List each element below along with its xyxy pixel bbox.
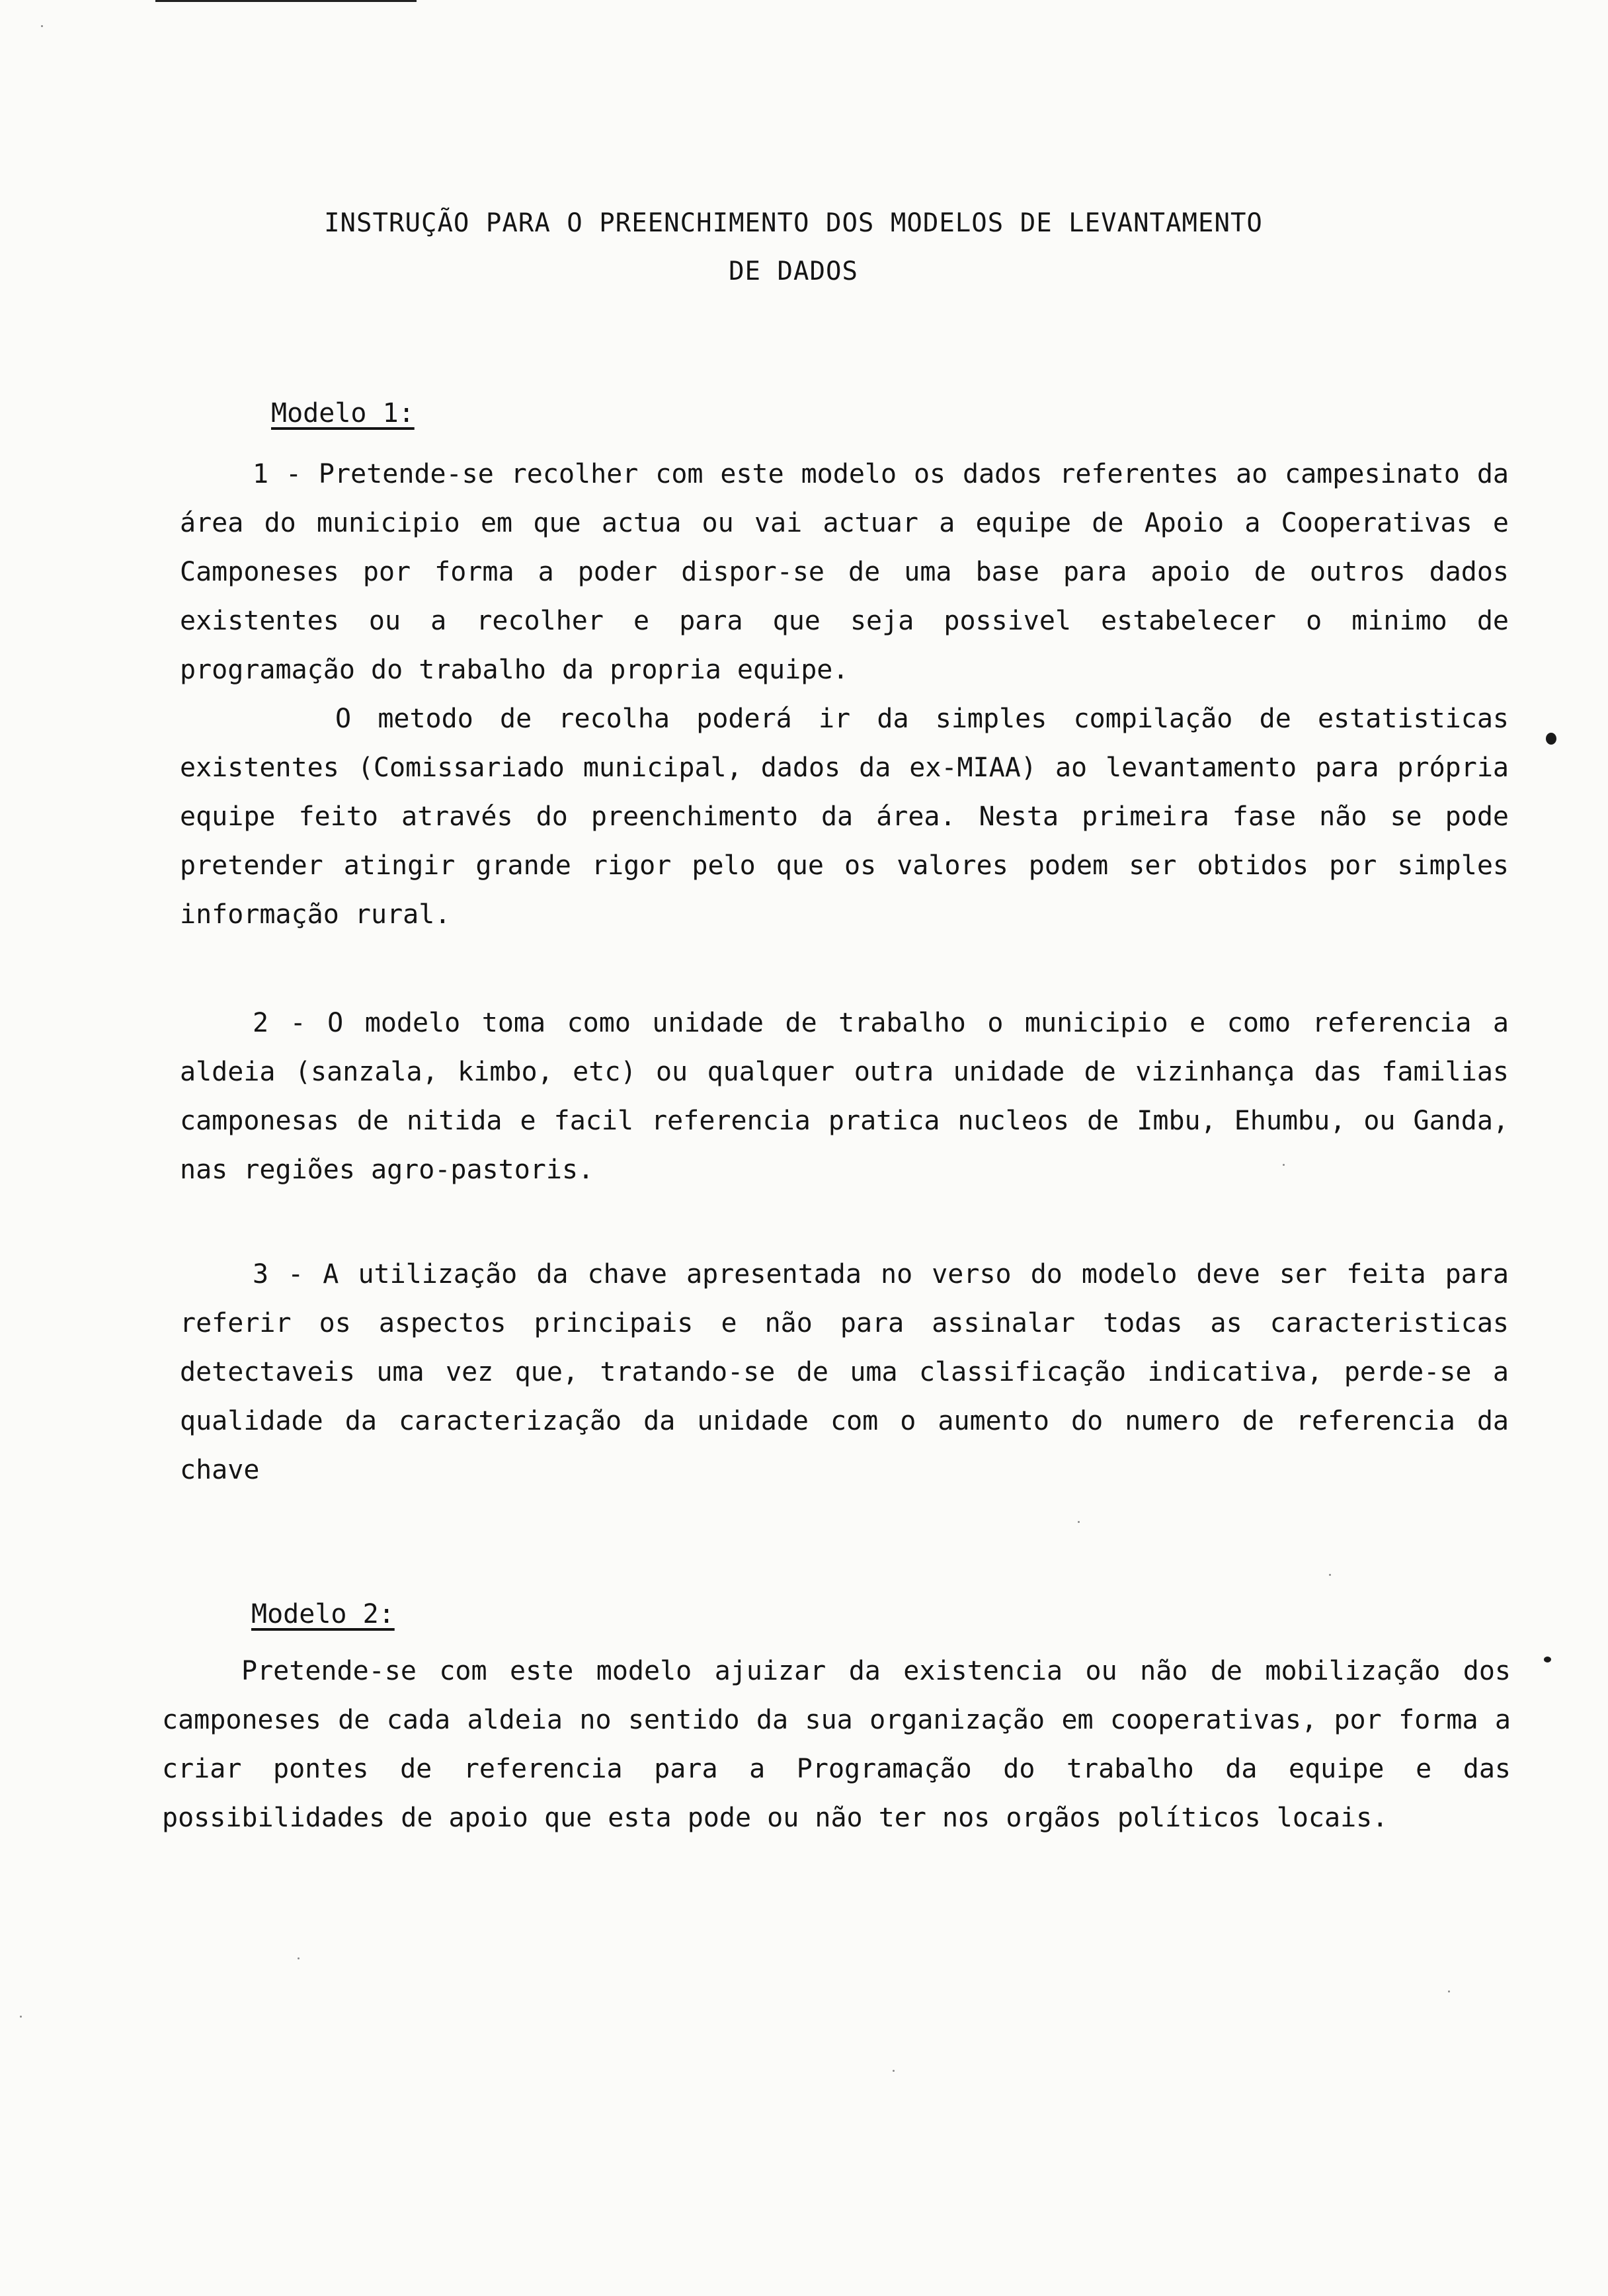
paragraph-modelo-1-item-3: 3 - A utilização da chave apresentada no verso do modelo deve ser feita para referir os aspectos principais e não para assinalar todas as caracteristicas detectaveis uma vez que, tratando-se de uma classificação indicativa, perde-se a qualidade da caracterização da unidade com o aumento do numero de referencia da chave xyxy=(180,1259,1509,1485)
document-title-line-2: DE DADOS xyxy=(729,257,858,286)
paragraph-modelo-1-item-2: 2 - O modelo toma como unidade de trabalho o municipio e como referencia a aldeia (sanzala, kimbo, etc) ou qualquer outra unidade de vizinhança das familias camponesas de nitida e facil referencia pratica nucleos de Imbu, Ehumbu, ou Ganda, nas regiões agro-pastoris. xyxy=(180,1008,1509,1185)
paragraph-modelo-1-item-1: 1 - Pretende-se recolher com este modelo os dados referentes ao campesinato da área do municipio em que actua ou vai actuar a equipe de Apoio a Cooperativas e Camponeses por forma a poder dispor-se de uma base para apoio de outros dados existentes ou a recolher e para que seja possivel estabelecer o minimo de programação do trabalho da propria equipe. xyxy=(180,459,1509,685)
paragraph-modelo-2: Pretende-se com este modelo ajuizar da existencia ou não de mobilização dos camponeses de cada aldeia no sentido da sua organização em cooperativas, por forma a criar pontes de referencia para a Programação do trabalho da equipe e das possibilidades de apoio que esta pode ou não ter nos orgãos políticos locais. xyxy=(162,1656,1511,1833)
scan-speck xyxy=(298,1957,300,1959)
scan-speck xyxy=(1329,1574,1331,1576)
scan-speck xyxy=(1078,1521,1080,1523)
scan-speck xyxy=(893,2070,895,2072)
ink-mark xyxy=(1544,1657,1551,1662)
scan-speck xyxy=(1283,1164,1285,1166)
top-rule-line xyxy=(155,0,417,2)
section-heading-modelo-2: Modelo 2: xyxy=(251,1599,395,1629)
section-heading-modelo-1: Modelo 1: xyxy=(271,398,415,429)
scan-speck xyxy=(20,2016,22,2018)
scan-speck xyxy=(1448,1990,1450,1992)
ink-mark xyxy=(1546,733,1556,745)
paragraph-modelo-1-method: O metodo de recolha poderá ir da simples compilação de estatisticas existentes (Comissariado municipal, dados da ex-MIAA) ao levantamento para própria equipe feito através do preenchimento da área. Nesta primeira fase não se pode pretender atingir grande rigor pelo que os valores podem ser obtidos por simples informação rural. xyxy=(180,704,1509,930)
document-title-line-1: INSTRUÇÃO PARA O PREENCHIMENTO DOS MODELOS DE LEVANTAMENTO xyxy=(324,208,1263,238)
scan-speck xyxy=(41,25,43,27)
